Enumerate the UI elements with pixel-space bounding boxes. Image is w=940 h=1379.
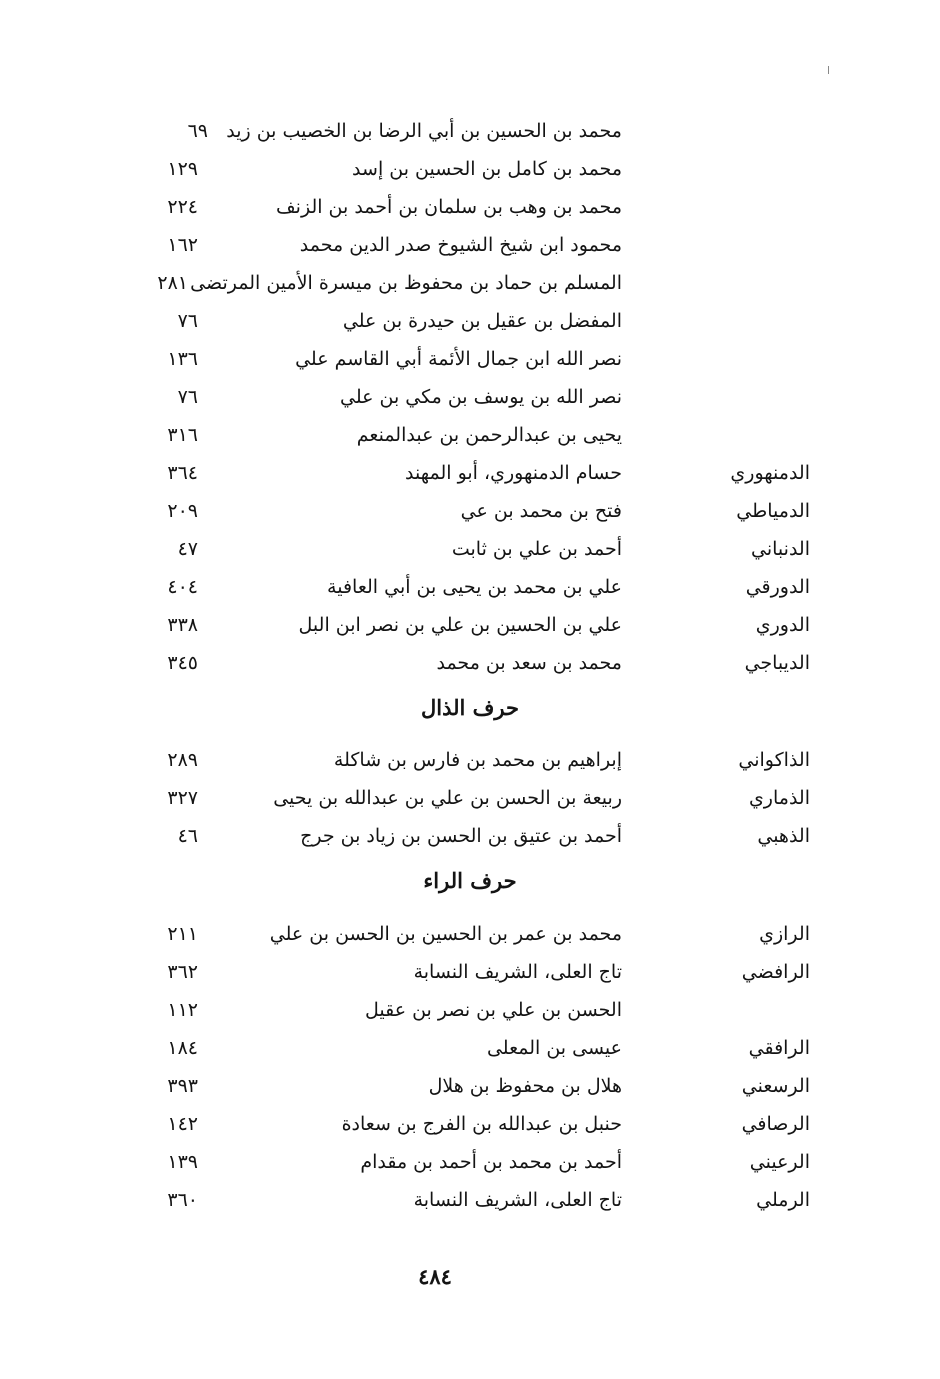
entry-nisba: الرافقي [748,1037,810,1059]
entry-name: علي بن محمد بن يحيى بن أبي العافية [327,576,622,598]
entry-name: ربيعة بن الحسن بن علي بن عبدالله بن يحيى [273,787,622,809]
entry-page: ٣٢٧ [167,787,198,809]
entry-name: إبراهيم بن محمد بن فارس بن شاكلة [333,749,622,771]
entry-name: أحمد بن عتيق بن الحسن بن زياد بن جرج [300,825,622,847]
index-row [0,226,940,264]
entry-name: حنبل بن عبدالله بن الفرج بن سعادة [341,1113,622,1135]
entry-page: ١١٢ [167,999,198,1021]
index-row [0,779,940,817]
entry-name: محمد بن عمر بن الحسين بن الحسن بن علي [269,923,622,945]
entry-page: ٦٩ [187,120,208,142]
entry-page: ٧٦ [177,310,198,332]
index-row [0,264,940,302]
entry-nisba: الدوري [755,614,810,636]
entry-page: ٣٣٨ [167,614,198,636]
index-row [0,492,940,530]
index-row [0,1067,940,1105]
entry-page: ٤٦ [177,825,198,847]
index-row [0,112,940,150]
index-row [0,340,940,378]
entry-name: علي بن الحسين بن علي بن نصر ابن البل [298,614,622,636]
entry-nisba: الذهبي [757,825,810,847]
index-row [0,378,940,416]
entry-nisba: الدورقي [745,576,810,598]
entry-nisba: الرملي [756,1189,810,1211]
entry-nisba: الذماري [748,787,810,809]
entry-name: عيسى بن المعلى [486,1037,622,1059]
index-row [0,606,940,644]
entry-page: ١٢٩ [167,158,198,180]
entry-nisba: الرعيني [749,1151,810,1173]
entry-name: محمد بن وهب بن سلمان بن أحمد بن الزنف [276,196,622,218]
entry-name: تاج العلى، الشريف النسابة [413,1189,622,1211]
entry-name: المفضل بن عقيل بن حيدرة بن علي [342,310,622,332]
section-heading-ra: حرف الراء [423,868,517,893]
entry-page: ١٦٢ [167,234,198,256]
entry-page: ٣١٦ [167,424,198,446]
index-row [0,568,940,606]
index-row [0,1143,940,1181]
entry-page: ٣٤٥ [167,652,198,674]
entry-page: ١٣٦ [167,348,198,370]
entry-page: ٤٠٤ [167,576,198,598]
entry-nisba: الدمياطي [736,500,810,522]
margin-mark [828,66,829,74]
entry-nisba: الذاكواني [738,749,810,771]
entry-page: ٢٨١ [157,272,188,294]
section-heading-dhal: حرف الذال [421,695,519,720]
index-row [0,150,940,188]
entry-page: ٣٦٠ [167,1189,198,1211]
entry-page: ٣٩٣ [167,1075,198,1097]
entry-name: المسلم بن حماد بن محفوظ بن ميسرة الأمين المرتضى [190,272,622,294]
entry-page: ٧٦ [177,386,198,408]
entry-nisba: الدنباني [751,538,810,560]
entry-page: ١٣٩ [167,1151,198,1173]
entry-name: أحمد بن محمد بن أحمد بن مقدام [360,1151,622,1173]
index-row [0,1029,940,1067]
entry-nisba: الرصافي [741,1113,810,1135]
entry-page: ٢٠٩ [167,500,198,522]
entry-page: ٢٢٤ [167,196,198,218]
entry-page: ١٤٢ [167,1113,198,1135]
entry-name: محمد بن الحسين بن أبي الرضا بن الخصيب بن زيد [226,120,622,142]
index-row [0,454,940,492]
entry-name: أحمد بن علي بن ثابت [451,538,622,560]
entry-name: محمد بن كامل بن الحسين بن إسد [352,158,622,180]
entry-name: نصر الله بن يوسف بن مكي بن علي [340,386,622,408]
index-row [0,991,940,1029]
entry-name: هلال بن محفوظ بن هلال [428,1075,622,1097]
entry-name: تاج العلى، الشريف النسابة [413,961,622,983]
entry-nisba: الرازي [759,923,810,945]
entry-name: الحسن بن علي بن نصر بن عقيل [364,999,622,1021]
entry-name: محمود ابن شيخ الشيوخ صدر الدين محمد [299,234,622,256]
index-row [0,915,940,953]
entry-page: ٣٦٢ [167,961,198,983]
index-row [0,741,940,779]
index-row [0,817,940,855]
index-row [0,953,940,991]
entry-nisba: الديباجي [744,652,810,674]
entry-page: ٣٦٤ [167,462,198,484]
index-row [0,1105,940,1143]
entry-page: ٤٧ [177,538,198,560]
entry-nisba: الدمنهوري [730,462,810,484]
entry-page: ١٨٤ [167,1037,198,1059]
entry-name: محمد بن سعد بن محمد [436,652,622,674]
entry-nisba: الرسعني [741,1075,810,1097]
entry-name: حسام الدمنهوري، أبو المهند [405,462,622,484]
index-row [0,530,940,568]
entry-page: ٢١١ [167,923,198,945]
page-number: ٤٨٤ [418,1264,452,1289]
index-row [0,302,940,340]
index-row [0,416,940,454]
index-row [0,1181,940,1219]
entry-name: يحيى بن عبدالرحمن بن عبدالمنعم [356,424,622,446]
index-row [0,188,940,226]
index-row [0,644,940,682]
entry-page: ٢٨٩ [167,749,198,771]
entry-nisba: الرافضي [741,961,810,983]
entry-name: نصر الله ابن جمال الأئمة أبي القاسم علي [295,348,622,370]
entry-name: فتح بن محمد بن عي [460,500,622,522]
